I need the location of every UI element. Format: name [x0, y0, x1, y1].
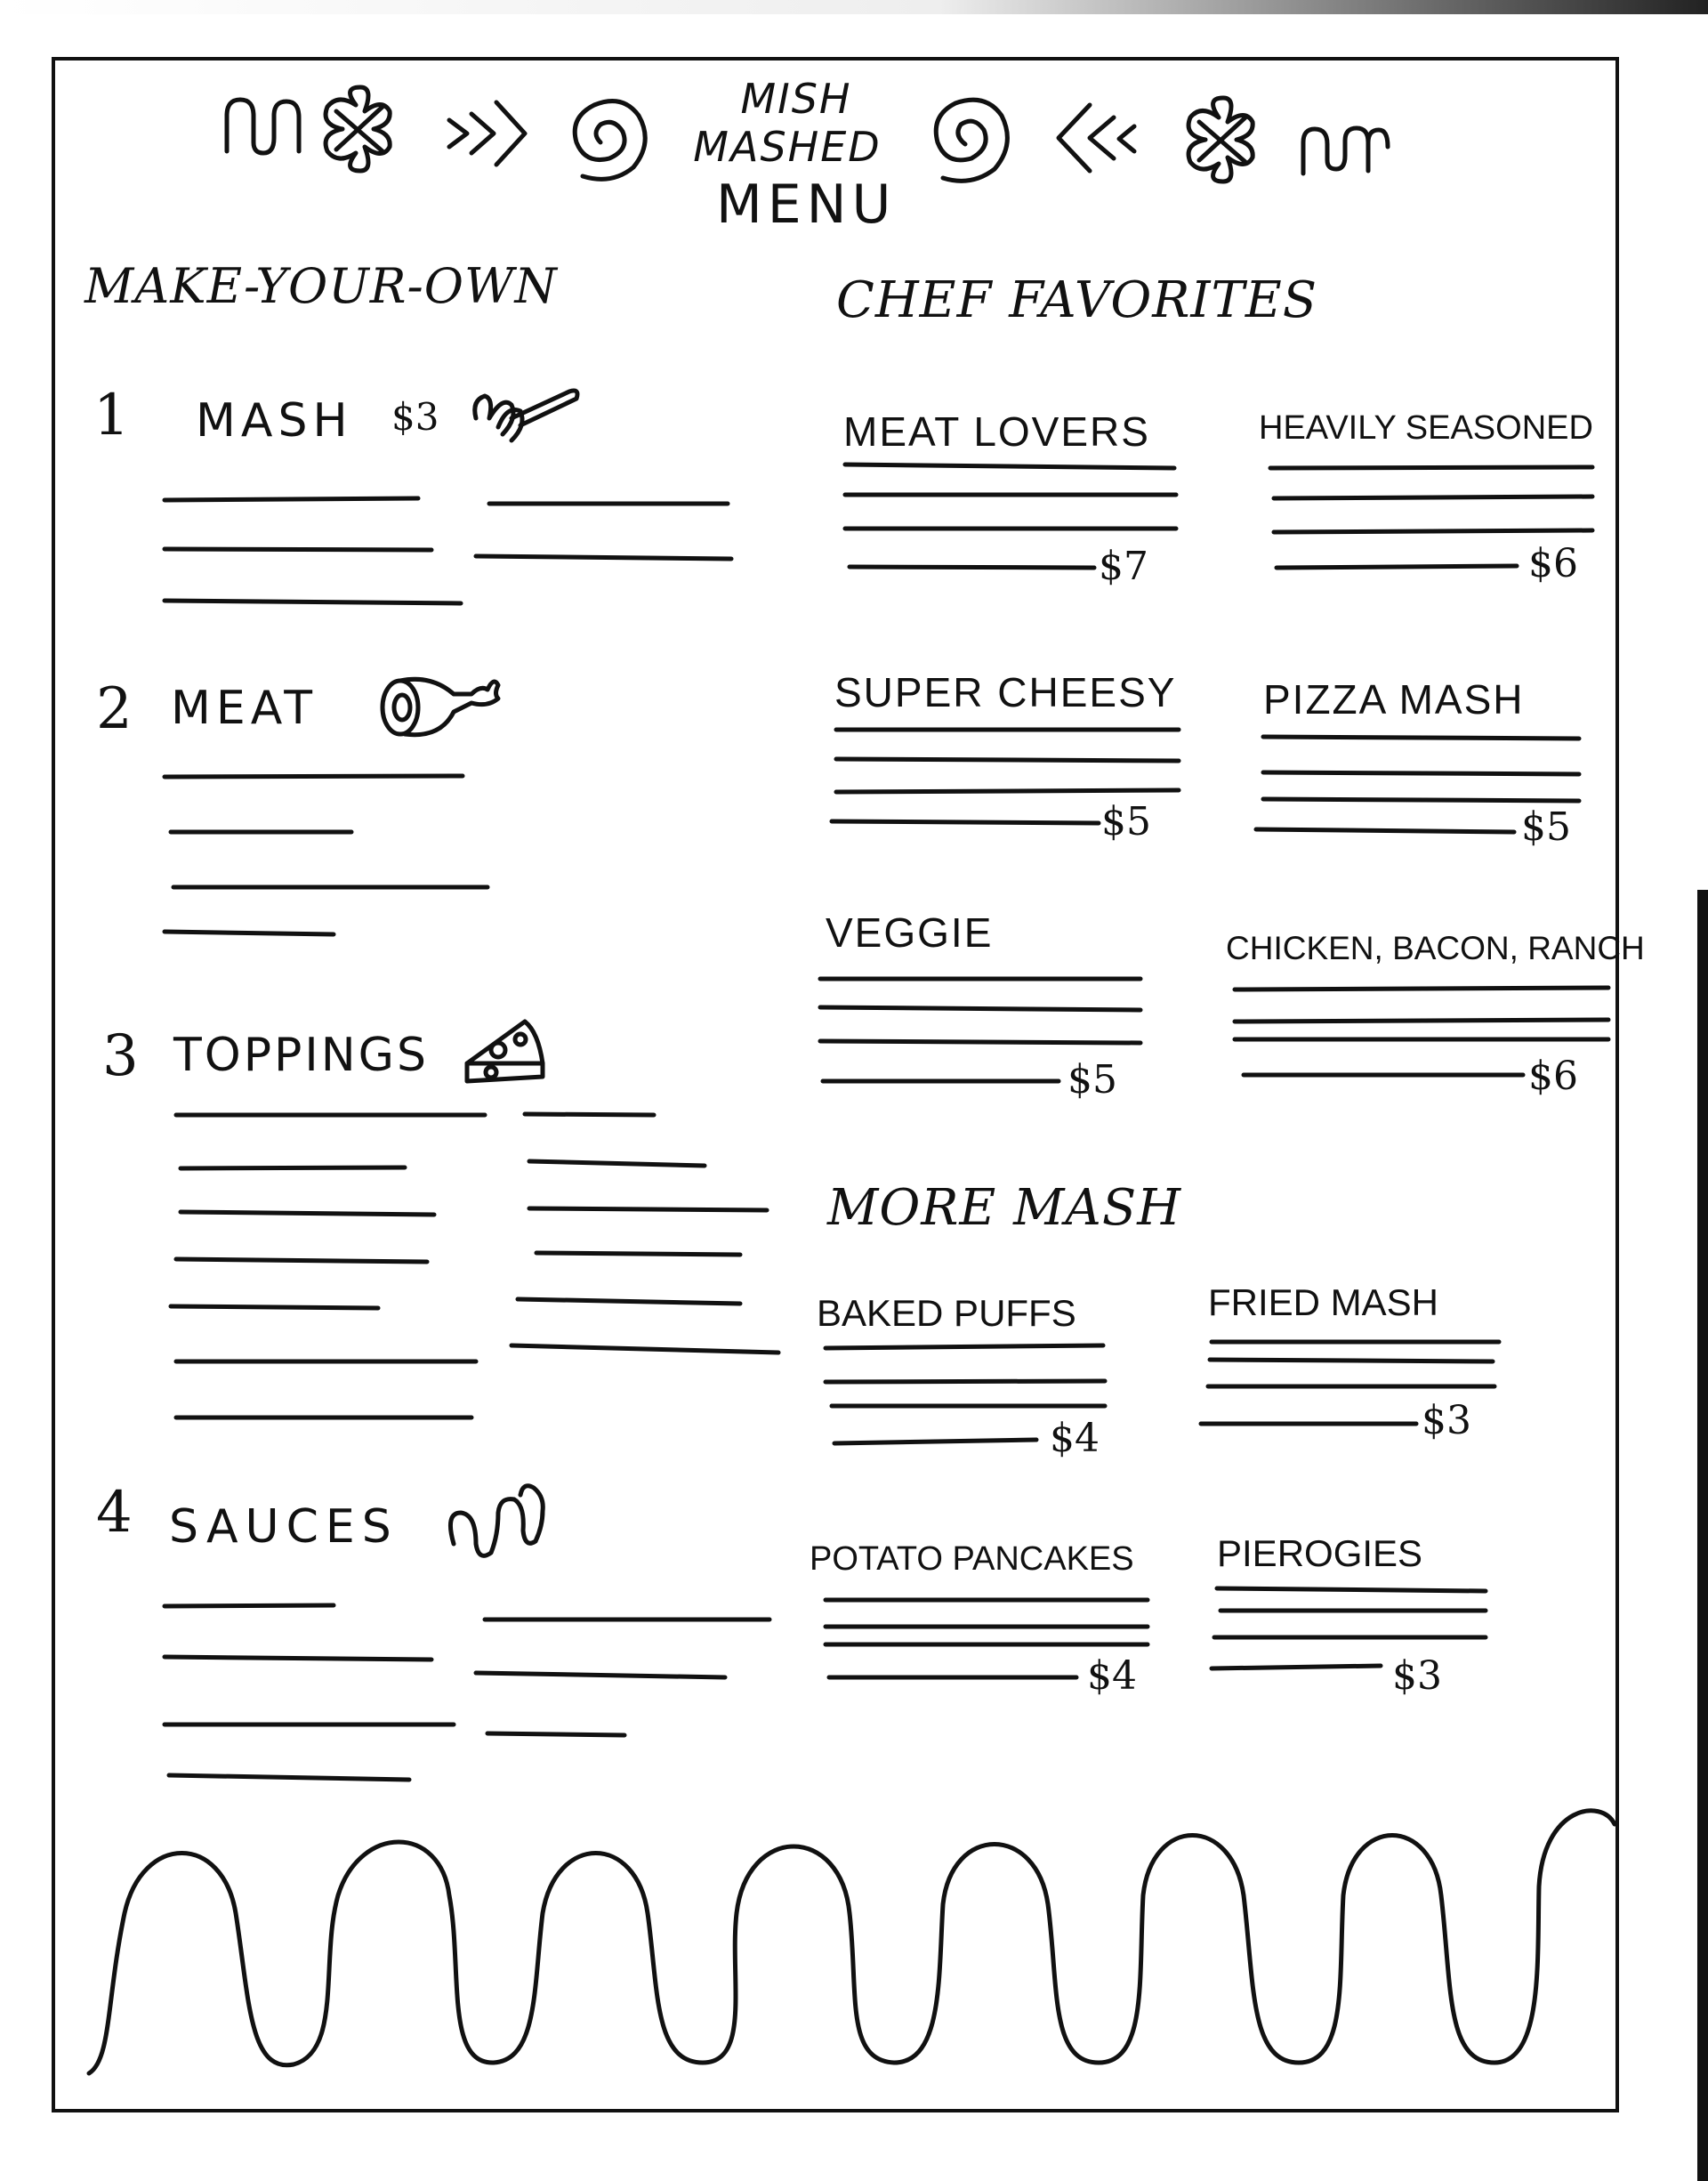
spiral-icon	[936, 100, 1007, 181]
dish-name-baked-puffs: BAKED PUFFS	[817, 1292, 1076, 1334]
step-number-3: 3	[102, 1023, 139, 1089]
dish-price-pierogies: $3	[1392, 1653, 1442, 1699]
menu-title-line-2: MASHED	[693, 123, 882, 171]
chevron-left-icon	[1059, 105, 1134, 171]
squiggle-icon	[227, 100, 299, 153]
more-mash-heading: MORE MASH	[827, 1179, 1182, 1237]
dish-price-veggie: $5	[1068, 1057, 1117, 1103]
wavy-border	[89, 1811, 1615, 2073]
menu-title-line-1: MISH	[740, 75, 852, 123]
step-label-sauces: SAUCES	[169, 1500, 399, 1554]
heart-clover-icon	[1188, 98, 1253, 182]
ham-icon	[383, 679, 498, 734]
squiggle-icon	[1303, 128, 1388, 174]
dish-price-fried-mash: $3	[1422, 1398, 1471, 1443]
dish-price-chicken-bacon-ranch: $6	[1528, 1054, 1578, 1099]
dish-name-chicken-bacon-ranch: CHICKEN, BACON, RANCH	[1226, 930, 1645, 966]
dish-name-pizza-mash: PIZZA MASH	[1263, 676, 1525, 723]
sauces-blank-lines	[165, 1605, 769, 1780]
dish-name-meat-lovers: MEAT LOVERS	[843, 408, 1150, 455]
step-number-2: 2	[96, 676, 133, 742]
dish-name-pierogies: PIEROGIES	[1217, 1532, 1423, 1574]
menu-title-line-3: MENU	[716, 174, 897, 236]
chef-favorites-heading: CHEF FAVORITES	[836, 271, 1318, 329]
step-number-4: 4	[96, 1480, 133, 1546]
dish-price-meat-lovers: $7	[1099, 544, 1148, 589]
dish-price-baked-puffs: $4	[1050, 1416, 1100, 1461]
dish-name-veggie: VEGGIE	[826, 909, 994, 956]
dish-name-heavily-seasoned: HEAVILY SEASONED	[1259, 409, 1593, 447]
dish-price-super-cheesy: $5	[1101, 799, 1151, 844]
whisk-icon	[475, 391, 577, 440]
spiral-icon	[575, 101, 645, 180]
dish-name-potato-pancakes: POTATO PANCAKES	[810, 1540, 1134, 1578]
pierogies-lines	[1212, 1588, 1486, 1668]
mash-blank-lines	[165, 498, 731, 603]
step-number-1: 1	[93, 383, 130, 448]
dish-name-super-cheesy: SUPER CHEESY	[834, 669, 1177, 715]
cheese-icon	[467, 1022, 543, 1081]
dish-price-heavily-seasoned: $6	[1528, 541, 1578, 586]
toppings-blank-lines	[171, 1114, 778, 1418]
step-label-mash: MASH	[196, 394, 353, 448]
step-label-toppings: TOPPINGS	[173, 1029, 429, 1082]
heart-clover-icon	[326, 87, 390, 171]
make-your-own-heading: MAKE-YOUR-OWN	[85, 258, 558, 314]
mash-price: $3	[391, 395, 439, 439]
sauce-squiggle-icon	[450, 1486, 543, 1556]
chevron-right-icon	[449, 102, 525, 165]
dish-price-pizza-mash: $5	[1521, 804, 1571, 850]
meat-blank-lines	[165, 776, 487, 934]
dish-price-potato-pancakes: $4	[1087, 1653, 1137, 1699]
dish-name-fried-mash: FRIED MASH	[1208, 1281, 1439, 1323]
step-label-meat: MEAT	[171, 682, 318, 735]
